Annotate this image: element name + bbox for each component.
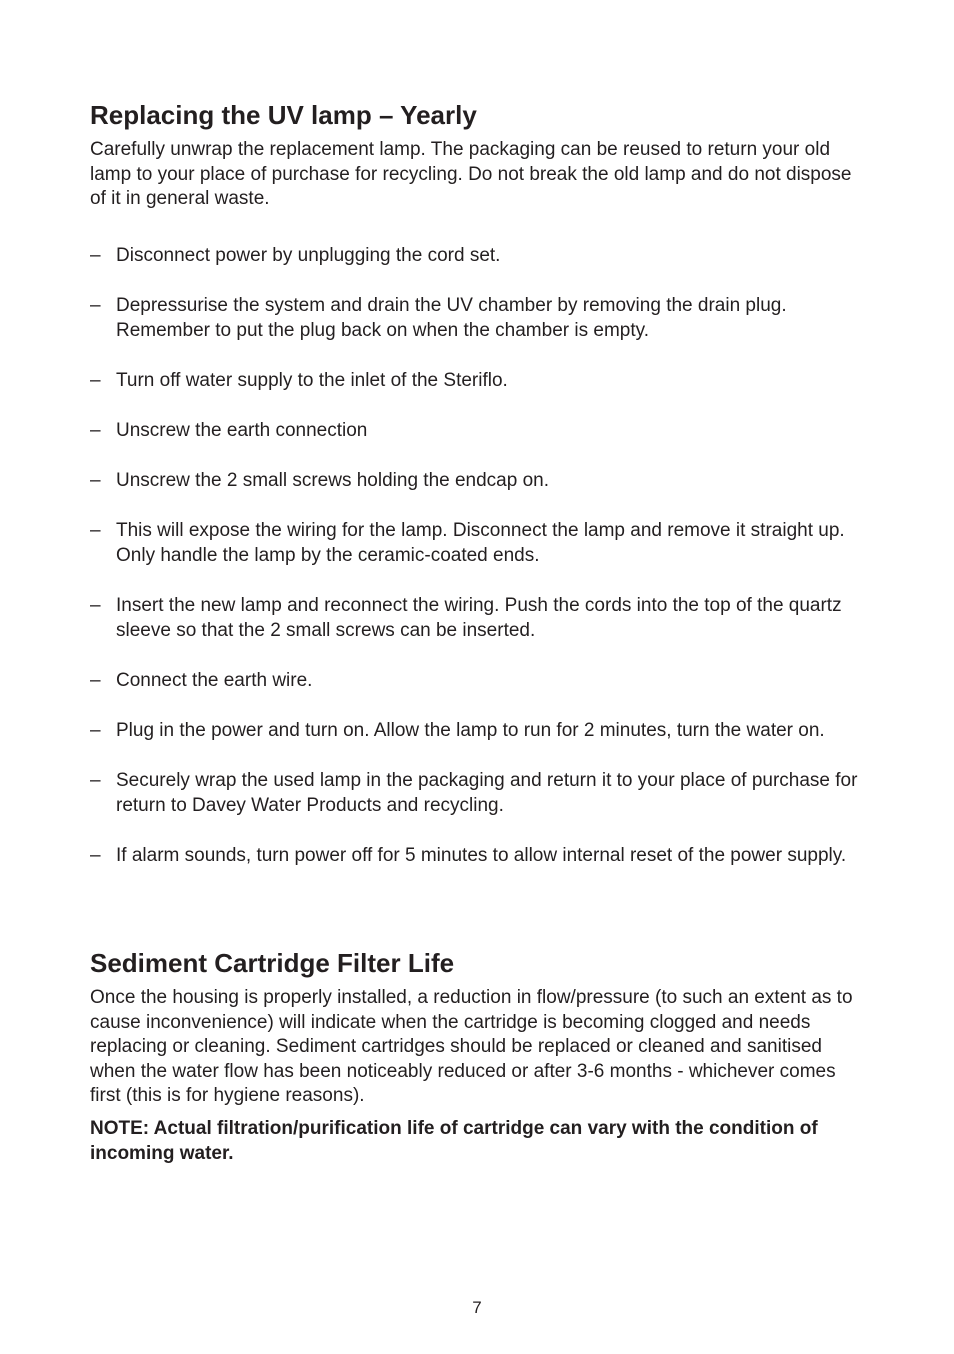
step-text: Disconnect power by unplugging the cord set. <box>116 244 501 266</box>
uv-lamp-steps-list <box>90 244 870 869</box>
dash-bullet: – <box>90 720 101 742</box>
step-text: Turn off water supply to the inlet of the Steriflo. <box>116 369 508 391</box>
dash-bullet: – <box>90 669 101 691</box>
step-text: Securely wrap the used lamp in the packaging and return it to your place of purchase for return to Davey Water Products and recycling. <box>116 770 858 816</box>
step-text: If alarm sounds, turn power off for 5 minutes to allow internal reset of the power supply. <box>116 845 847 867</box>
list-item <box>90 669 870 694</box>
dash-bullet: – <box>90 419 101 441</box>
dash-bullet: – <box>90 595 101 617</box>
dash-bullet: – <box>90 244 101 266</box>
step-text: Depressurise the system and drain the UV chamber by removing the drain plug. Remember to put the plug back on when the chamber is empty. <box>116 294 787 341</box>
dash-bullet: – <box>90 845 101 867</box>
list-item <box>90 419 870 444</box>
sediment-cartridge-section <box>90 946 870 1166</box>
section-title-uv-lamp: Replacing the UV lamp – Yearly <box>90 100 477 130</box>
list-item <box>90 294 870 343</box>
step-text: Insert the new lamp and reconnect the wiring. Push the cords into the top of the quartz sleeve so that the 2 small screws can be inserted. <box>116 595 842 641</box>
dash-bullet: – <box>90 770 101 792</box>
step-text: Unscrew the earth connection <box>116 419 368 441</box>
step-text: Unscrew the 2 small screws holding the endcap on. <box>116 470 550 492</box>
list-item <box>90 244 870 269</box>
list-item <box>90 469 870 494</box>
page-number: 7 <box>472 1298 482 1317</box>
dash-bullet: – <box>90 369 101 391</box>
list-item <box>90 369 870 394</box>
uv-lamp-intro: Carefully unwrap the replacement lamp. The packaging can be reused to return your old lamp to your place of purchase for recycling. Do not break the old lamp and do not dispose of it in general waste. <box>90 139 852 210</box>
list-item <box>90 594 870 643</box>
step-text: Connect the earth wire. <box>116 669 313 691</box>
section-title-sediment: Sediment Cartridge Filter Life <box>90 948 455 978</box>
dash-bullet: – <box>90 470 101 492</box>
step-text: Plug in the power and turn on. Allow the lamp to run for 2 minutes, turn the water on. <box>116 720 825 742</box>
dash-bullet: – <box>90 520 101 542</box>
list-item <box>90 769 870 818</box>
step-text: This will expose the wiring for the lamp. Disconnect the lamp and remove it straight up. Only handle the lamp by the ceramic-coated ends. <box>116 520 845 566</box>
list-item <box>90 519 870 568</box>
filtration-note: NOTE: Actual filtration/purification life of cartridge can vary with the condition of incoming water. <box>90 1117 818 1164</box>
sediment-body: Once the housing is properly installed, a reduction in flow/pressure (to such an extent as to cause inconvenience) will indicate when the cartridge is becoming clogged and needs replacing or cleaning. Sediment cartridges should be replaced or cleaned and sanitised when the water flow has been noticeably reduced or after 3-6 months - whichever comes first (this is for hygiene reasons). <box>90 987 853 1107</box>
list-item <box>90 844 870 869</box>
list-item <box>90 719 870 744</box>
uv-lamp-section <box>90 98 870 894</box>
dash-bullet: – <box>90 294 101 316</box>
